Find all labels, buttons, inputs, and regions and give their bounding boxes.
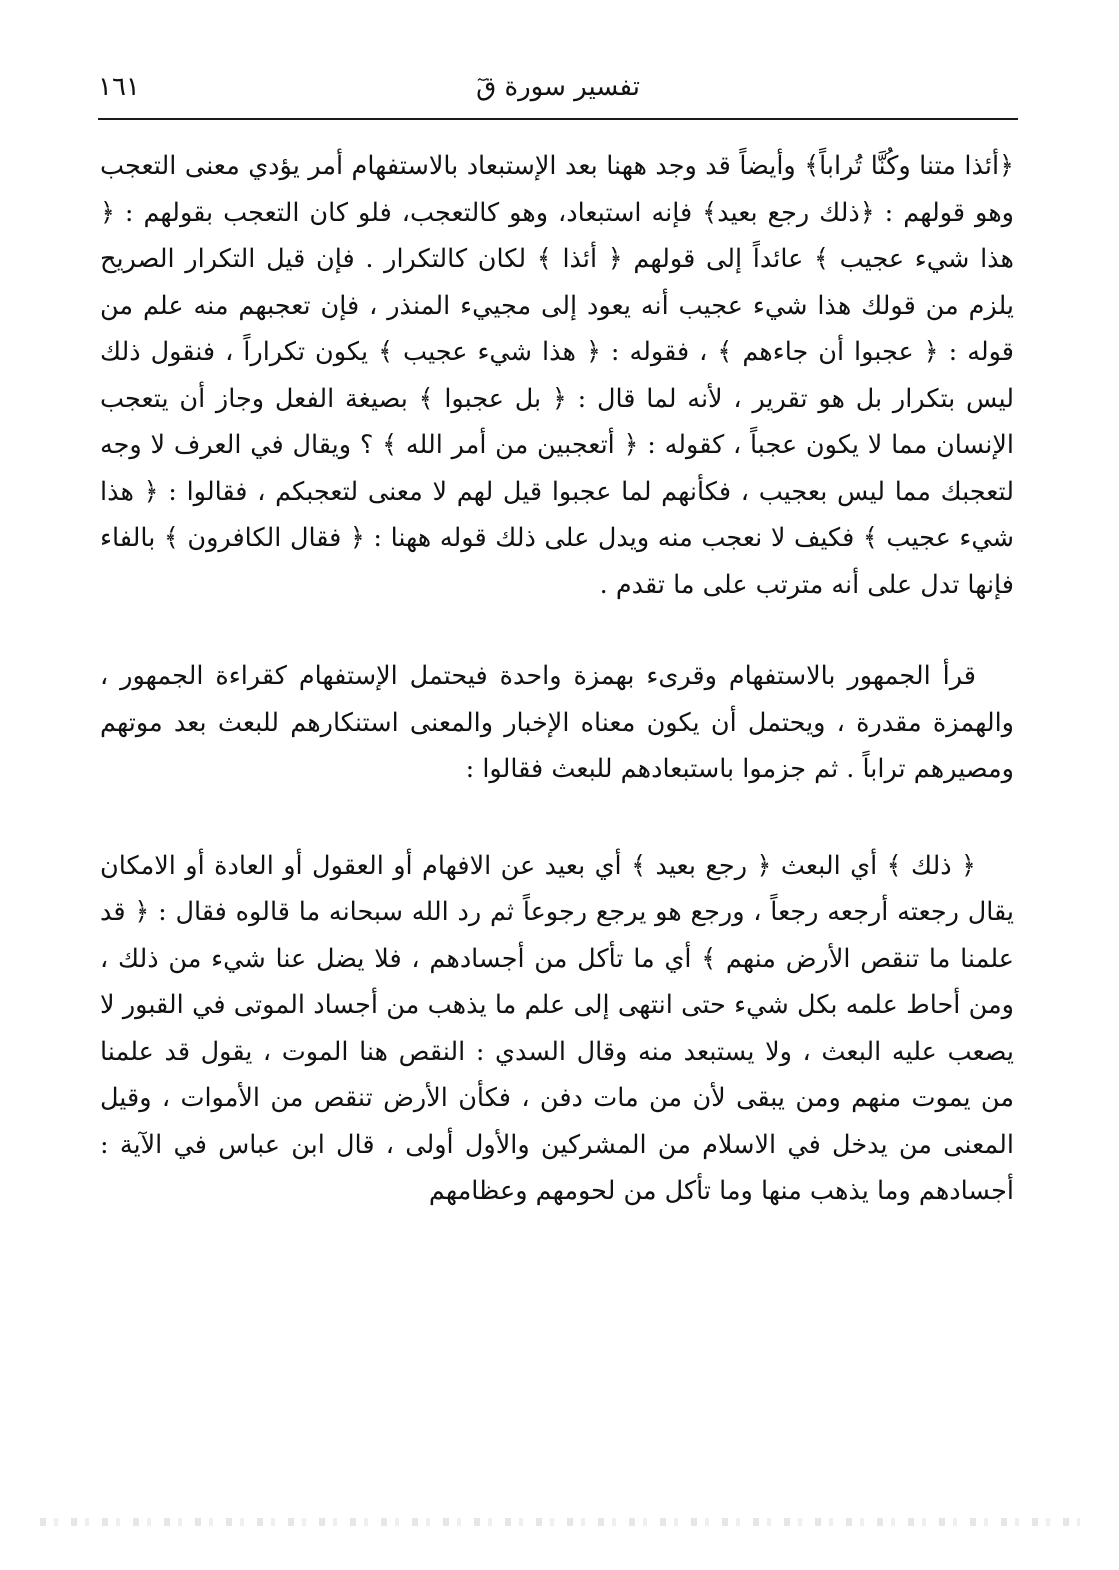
- paragraph-3: ﴿ ذلك ﴾ أي البعث ﴿ رجع بعيد ﴾ أي بعيد عن الافهام أو العقول أو العادة أو الامكان يقال رجعته أرجعه رجعاً ، ورجع هو يرجع رجوعاً ثم رد الله سبحانه ما قالوه فقال : ﴿ قد علمنا ما تنقص الأرض منهم ﴾ أي ما تأكل من أجسادهم ، فلا يضل عنا شيء من ذلك ، ومن أحاط علمه بكل شيء حتى انتهى إلى علم ما يذهب من أجساد الموتى في القبور لا يصعب عليه البعث ، ولا يستبعد منه وقال السدي : النقص هنا الموت ، يقول قد علمنا من يموت منهم ومن يبقى لأن من مات دفن ، فكأن الأرض تنقص من الأموات ، وقيل المعنى من يدخل في الاسلام من المشركين والأول أولى ، قال ابن عباس في الآية : أجسادهم وما يذهب منها وما تأكل من لحومهم وعظامهم: [100, 850, 1014, 1206]
- paragraph-spacer: [100, 608, 1014, 653]
- paragraph-spacer: [100, 793, 1014, 843]
- page-number: ١٦١: [98, 72, 140, 102]
- running-title: تفسير سورة قٓ: [476, 72, 640, 102]
- paragraph-1: ﴿أئذا متنا وكُنَّا تُراباً﴾ وأيضاً قد وجد ههنا بعد الإستبعاد بالاستفهام أمر يؤدي معنى التعجب وهو قولهم : ﴿ذلك رجع بعيد﴾ فإنه استبعاد، وهو كالتعجب، فلو كان التعجب بقولهم : ﴿ هذا شيء عجيب ﴾ عائداً إلى قولهم ﴿ أئذا ﴾ لكان كالتكرار . فإن قيل التكرار الصريح يلزم من قولك هذا شيء عجيب أنه يعود إلى مجييء المنذر ، فإن تعجبهم منه علم من قوله : ﴿ عجبوا أن جاءهم ﴾ ، فقوله : ﴿ هذا شيء عجيب ﴾ يكون تكراراً ، فنقول ذلك ليس بتكرار بل هو تقرير ، لأنه لما قال : ﴿ بل عجبوا ﴾ بصيغة الفعل وجاز أن يتعجب الإنسان مما لا يكون عجباً ، كقوله : ﴿ أتعجبين من أمر الله ﴾ ؟ ويقال في العرف لا وجه لتعجبك مما ليس بعجيب ، فكأنهم لما عجبوا قيل لهم لا معنى لتعجبكم ، فقالوا : ﴿ هذا شيء عجيب ﴾ فكيف لا نعجب منه ويدل على ذلك قوله ههنا : ﴿ فقال الكافرون ﴾ بالفاء فإنها تدل على أنه مترتب على ما تقدم .: [100, 151, 1014, 600]
- scan-edge-noise: [40, 1518, 1080, 1526]
- page-header: [98, 70, 1018, 120]
- header-rule: [98, 118, 1018, 120]
- page-body: [100, 143, 1014, 1215]
- paragraph-2: قرأ الجمهور بالاستفهام وقرىء بهمزة واحدة فيحتمل الإستفهام كقراءة الجمهور ، والهمزة مقدرة ، ويحتمل أن يكون معناه الإخبار والمعنى استنكارهم للبعث بعد موتهم ومصيرهم تراباً . ثم جزموا باستبعادهم للبعث فقالوا :: [100, 661, 1014, 784]
